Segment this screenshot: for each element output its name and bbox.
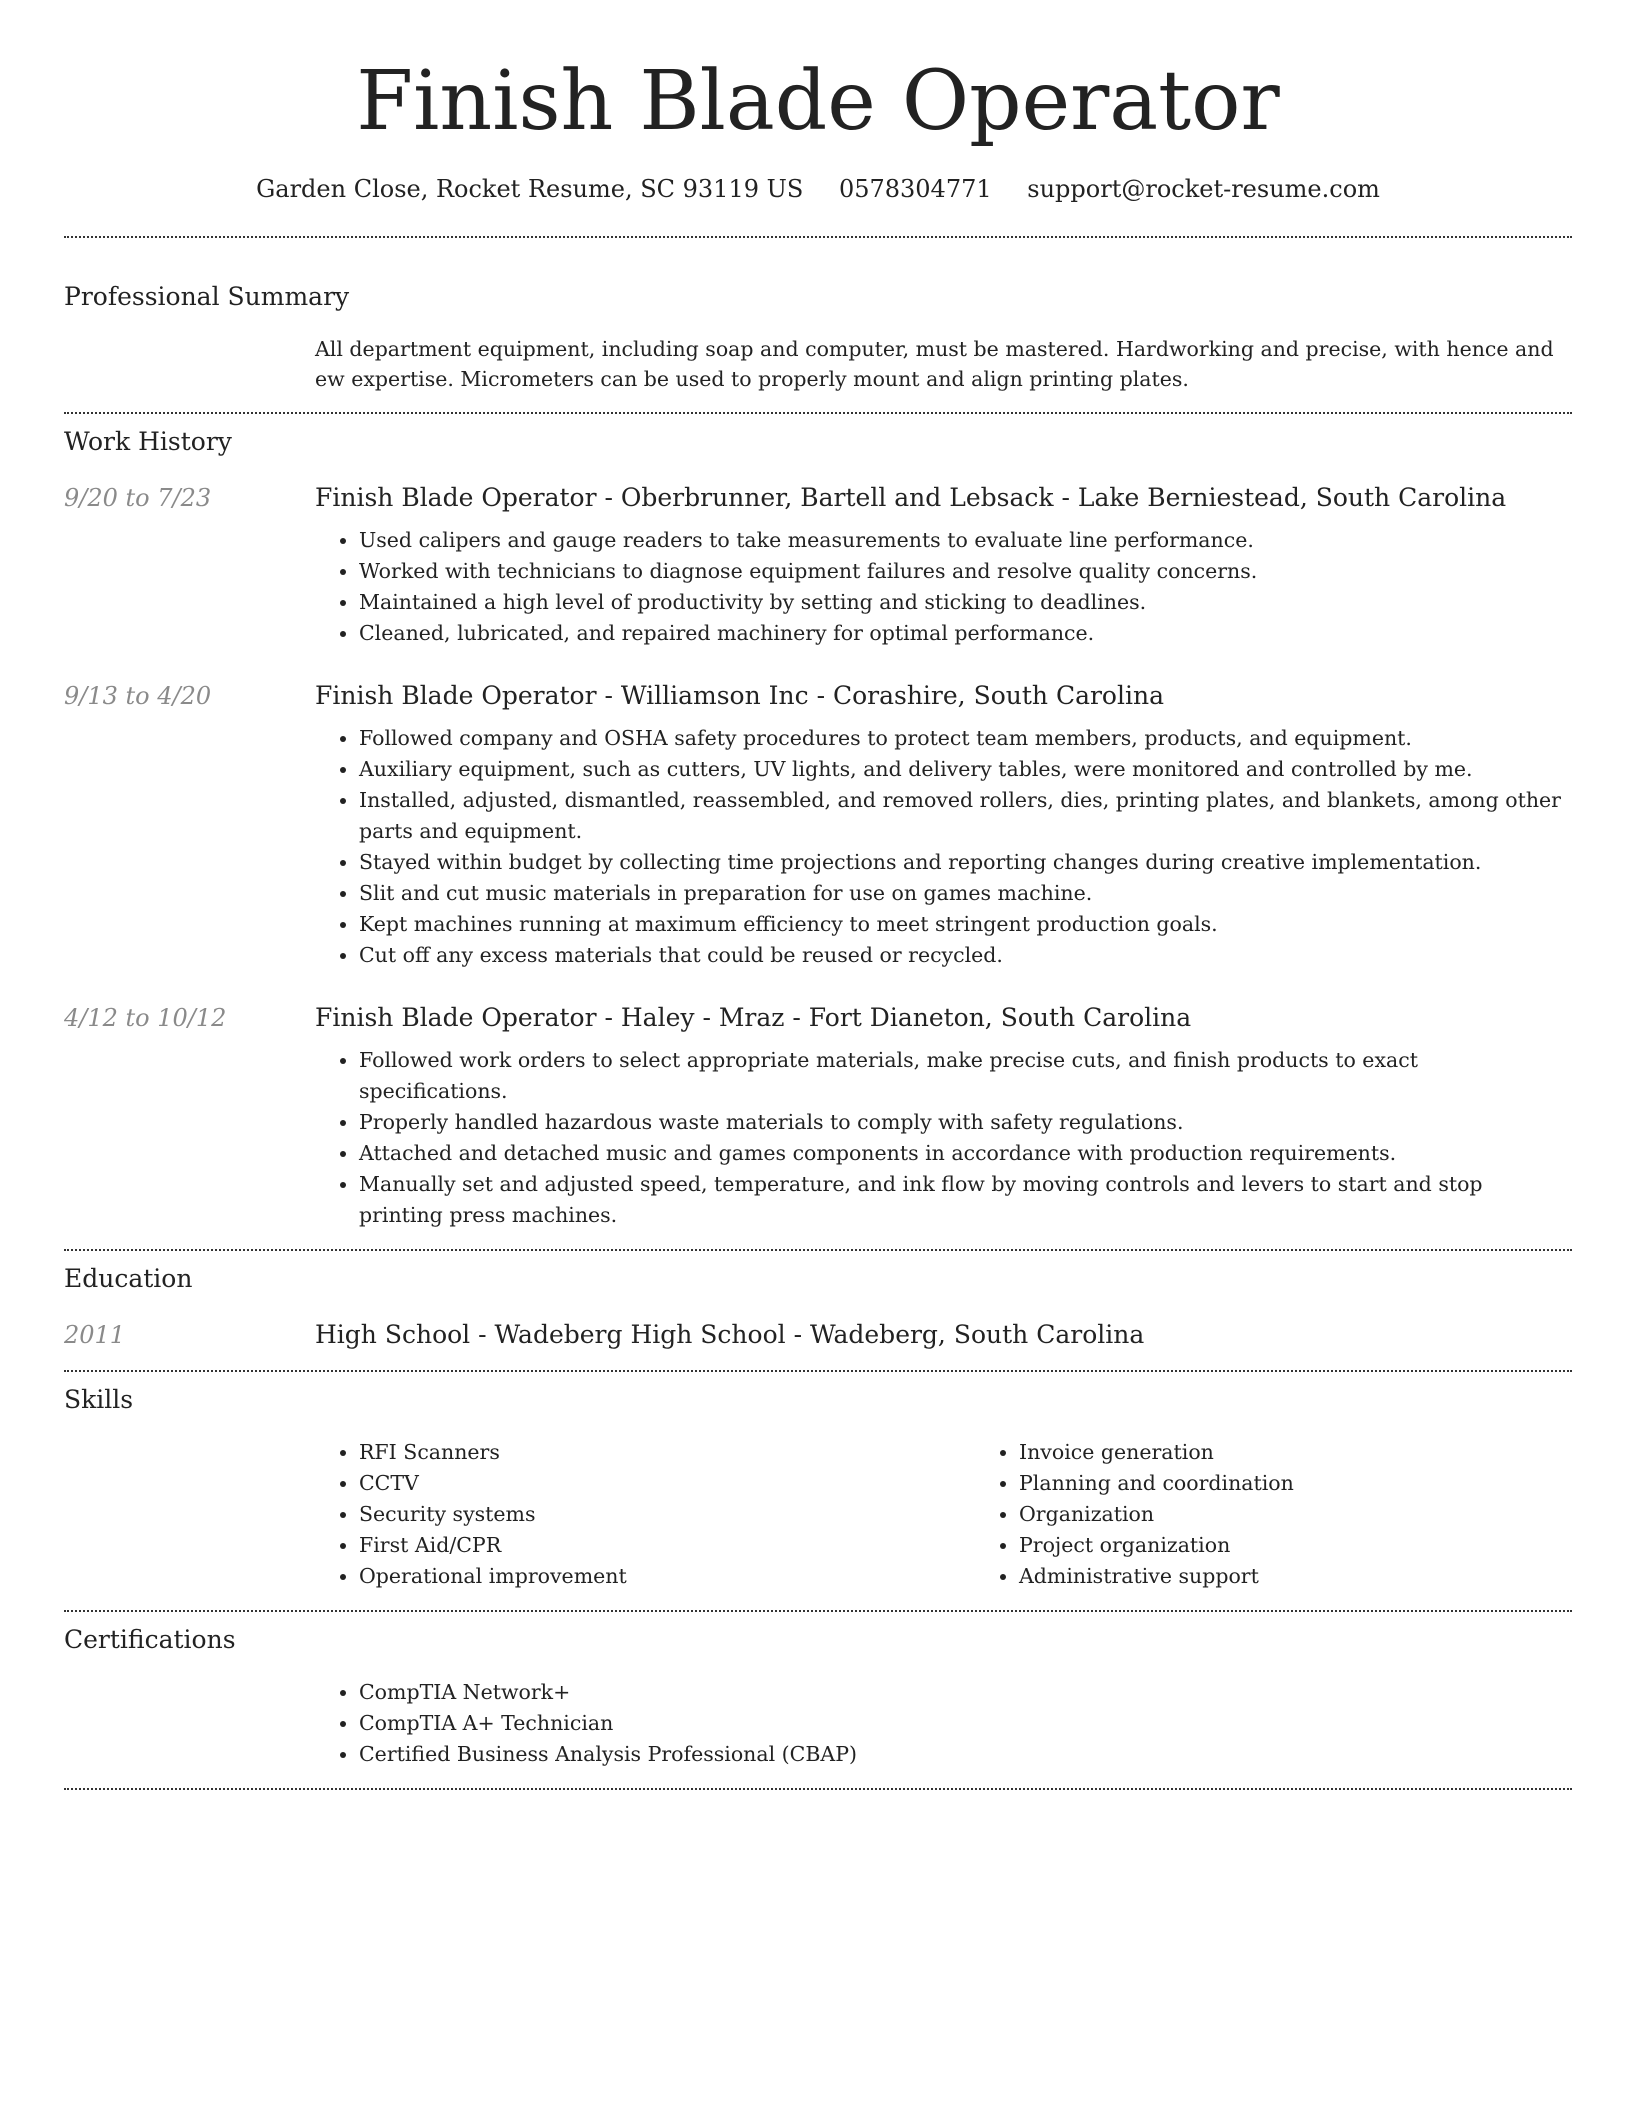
education-section-title: Education <box>64 1264 193 1293</box>
job-bullet: • Installed, adjusted, dismantled, reassembled, and removed rollers, dies, printing plates, and blankets, among other parts and equipment. <box>359 785 1572 847</box>
job-bullet: • Followed company and OSHA safety procedures to protect team members, products, and equipment. <box>359 723 1572 754</box>
job-heading: Finish Blade Operator - Williamson Inc - Corashire, South Carolina <box>315 681 1164 710</box>
skill-item: • RFI Scanners <box>359 1437 975 1468</box>
job-entry <box>64 481 1572 649</box>
certification-item: • CompTIA A+ Technician <box>359 1708 1572 1739</box>
job-entry <box>64 1001 1572 1231</box>
skill-item: • Invoice generation <box>1019 1437 1632 1468</box>
skill-item: • Organization <box>1019 1499 1632 1530</box>
skills-columns <box>315 1437 1632 1592</box>
work-section-title: Work History <box>64 427 232 456</box>
job-bullet: • Stayed within budget by collecting time projections and reporting changes during creative implementation. <box>359 847 1572 878</box>
contact-phone: 0578304771 <box>838 175 992 203</box>
job-bullet: • Maintained a high level of productivity by setting and sticking to deadlines. <box>359 587 1572 618</box>
job-bullet: • Cleaned, lubricated, and repaired machinery for optimal performance. <box>359 618 1572 649</box>
divider <box>64 1788 1572 1790</box>
summary-text: All department equipment, including soap and computer, must be mastered. Hardworking and precise, with hence and ew expertise. Micrometers can be used to properly mount and align printing plates. <box>315 337 1554 391</box>
job-heading: Finish Blade Operator - Oberbrunner, Bartell and Lebsack - Lake Berniestead, South Carolina <box>315 483 1507 512</box>
job-heading: Finish Blade Operator - Haley - Mraz - Fort Dianeton, South Carolina <box>315 1003 1192 1032</box>
job-bullet: • Used calipers and gauge readers to take measurements to evaluate line performance. <box>359 525 1572 556</box>
education-year: 2011 <box>64 1321 126 1349</box>
education-entry <box>64 1318 1572 1352</box>
job-bullet: • Attached and detached music and games components in accordance with production requirements. <box>359 1138 1572 1169</box>
skill-item: • Security systems <box>359 1499 975 1530</box>
resume-page <box>64 0 1572 1790</box>
candidate-name: Finish Blade Operator <box>356 54 1280 149</box>
certification-item: • CompTIA Network+ <box>359 1677 1572 1708</box>
summary-section-title: Professional Summary <box>64 282 350 311</box>
job-bullets <box>315 525 1572 649</box>
job-bullet: • Slit and cut music materials in preparation for use on games machine. <box>359 878 1572 909</box>
contact-email: support@rocket-resume.com <box>1027 175 1380 203</box>
skill-item: • Operational improvement <box>359 1561 975 1592</box>
skill-item: • CCTV <box>359 1468 975 1499</box>
job-bullet: • Cut off any excess materials that could be reused or recycled. <box>359 940 1572 971</box>
certifications-row <box>64 1677 1572 1770</box>
contact-address: Garden Close, Rocket Resume, SC 93119 US <box>256 175 804 203</box>
skills-row <box>64 1437 1572 1592</box>
skill-item: • Administrative support <box>1019 1561 1632 1592</box>
divider <box>64 1370 1572 1372</box>
summary-row <box>64 334 1572 394</box>
job-entry <box>64 679 1572 971</box>
certification-item: • Certified Business Analysis Professional (CBAP) <box>359 1739 1572 1770</box>
job-dates: 4/12 to 10/12 <box>64 1004 227 1032</box>
job-bullet: • Worked with technicians to diagnose equipment failures and resolve quality concerns. <box>359 556 1572 587</box>
divider <box>64 1249 1572 1251</box>
job-dates: 9/13 to 4/20 <box>64 682 212 710</box>
job-bullet: • Kept machines running at maximum efficiency to meet stringent production goals. <box>359 909 1572 940</box>
divider <box>64 412 1572 414</box>
skill-item: • First Aid/CPR <box>359 1530 975 1561</box>
contact-line <box>64 172 1572 206</box>
divider <box>64 1610 1572 1612</box>
certifications-list <box>315 1677 1572 1770</box>
skills-list-left <box>315 1437 975 1592</box>
divider <box>64 236 1572 238</box>
job-dates: 9/20 to 7/23 <box>64 484 212 512</box>
job-bullet: • Manually set and adjusted speed, temperature, and ink flow by moving controls and levers to start and stop printing press machines. <box>359 1169 1572 1231</box>
job-bullets <box>315 723 1572 971</box>
skills-list-right <box>975 1437 1632 1592</box>
job-bullet: • Followed work orders to select appropriate materials, make precise cuts, and finish products to exact specifications. <box>359 1045 1572 1107</box>
job-bullets <box>315 1045 1572 1231</box>
certifications-section-title: Certifications <box>64 1625 236 1654</box>
job-bullet: • Auxiliary equipment, such as cutters, UV lights, and delivery tables, were monitored and controlled by me. <box>359 754 1572 785</box>
skill-item: • Planning and coordination <box>1019 1468 1632 1499</box>
education-heading: High School - Wadeberg High School - Wadeberg, South Carolina <box>315 1320 1145 1349</box>
skill-item: • Project organization <box>1019 1530 1632 1561</box>
job-bullet: • Properly handled hazardous waste materials to comply with safety regulations. <box>359 1107 1572 1138</box>
skills-section-title: Skills <box>64 1385 134 1414</box>
